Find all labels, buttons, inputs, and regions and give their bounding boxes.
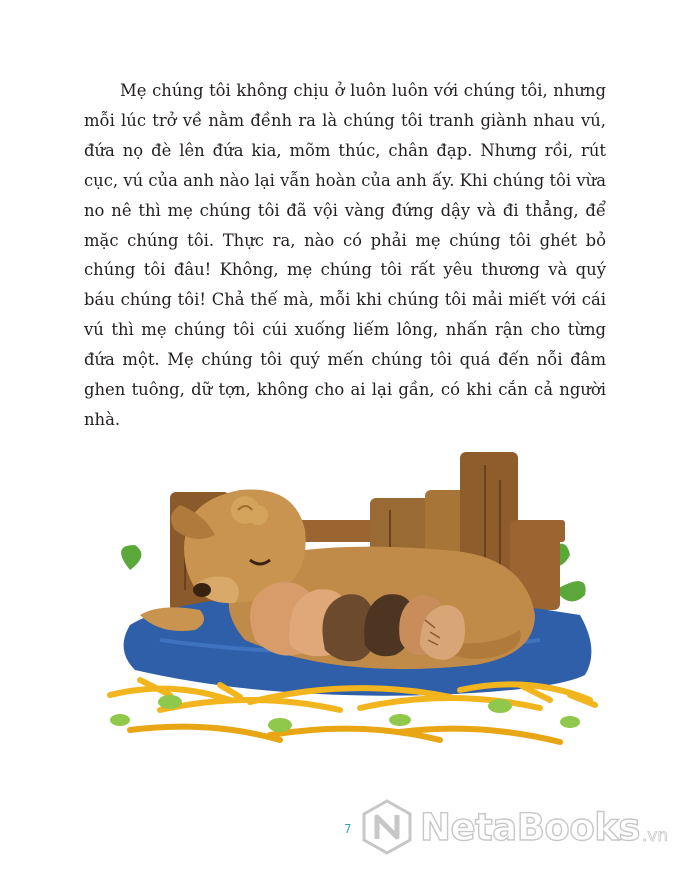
story-text	[84, 76, 606, 435]
straw-bedding	[110, 680, 595, 742]
page-number: 7	[344, 822, 352, 836]
watermark-suffix: .vn	[641, 826, 669, 846]
mother-dog-nursing-puppies-illustration	[100, 440, 610, 780]
netabooks-logo-icon	[362, 799, 412, 855]
netabooks-watermark	[362, 796, 692, 858]
watermark-brand: NetaBooks	[420, 805, 640, 849]
story-paragraph: Mẹ chúng tôi không chịu ở luôn luôn với chúng tôi, nhưng mỗi lúc trở về nằm đềnh ra là chúng tôi tranh giành nhau vú, đứa nọ đè lên đứa kia, mõm thúc, chân đạp. Nhưng rồi, rút cục, vú của anh nào lại vẫn hoàn của anh ấy. Khi chúng tôi vừa no nê thì mẹ chúng tôi đã vội vàng đứng dậy và đi thẳng, để mặc chúng tôi. Thực ra, nào có phải mẹ chúng tôi ghét bỏ chúng tôi đâu! Không, mẹ chúng tôi rất yêu thương và quý báu chúng tôi! Chả thế mà, mỗi khi chúng tôi mải miết với cái vú thì mẹ chúng tôi cúi xuống liếm lông, nhấn rận cho từng đứa một. Mẹ chúng tôi quý mến chúng tôi quá đến nỗi đâm ghen tuông, dữ tợn, không cho ai lại gần, có khi cắn cả người nhà.	[84, 81, 606, 429]
